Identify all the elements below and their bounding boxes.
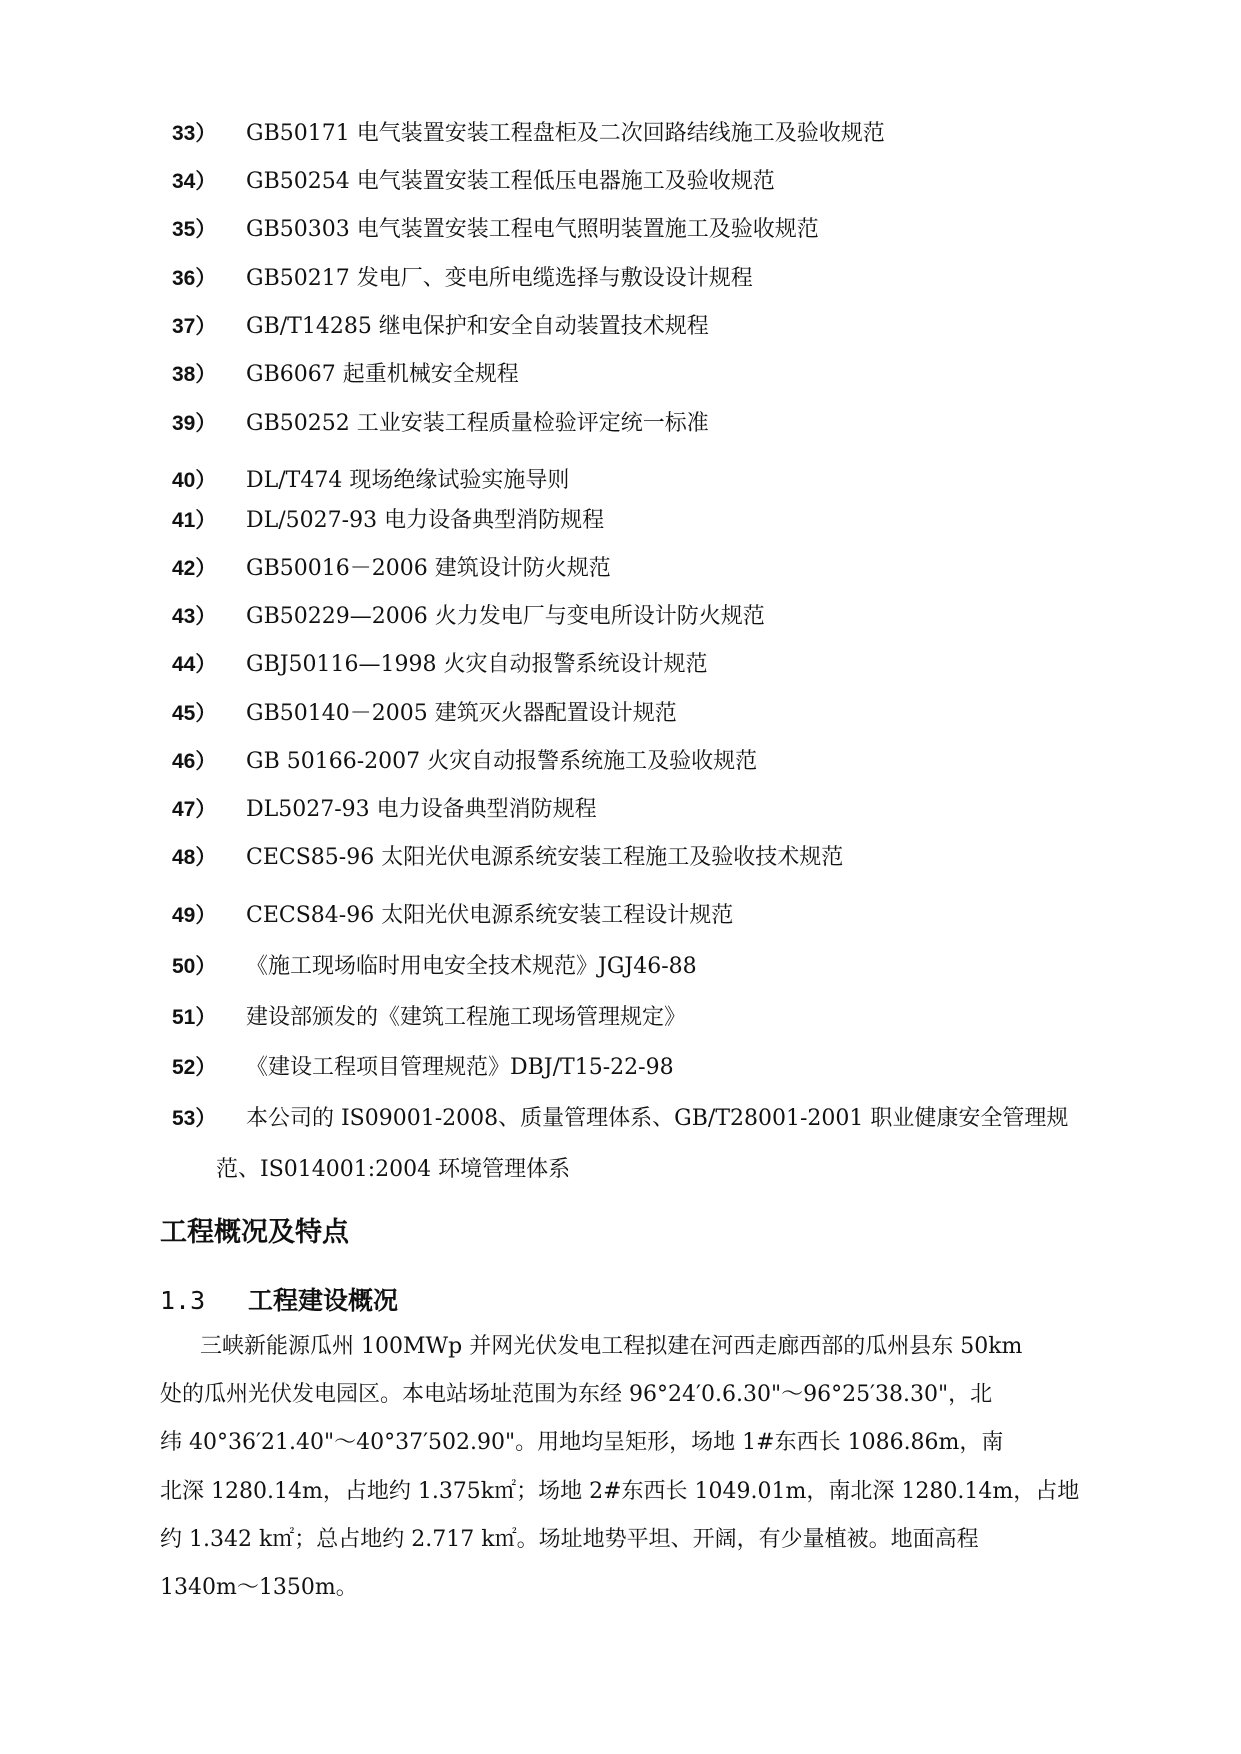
reference-number: 34） [172,170,217,193]
reference-text: DL5027-93 电力设备典型消防规程 [246,797,597,822]
paragraph-line: 三峡新能源瓜州 100MWp 并网光伏发电工程拟建在河西走廊西部的瓜州县东 50km [200,1334,1023,1359]
section-heading: 工程概况及特点 [160,1217,349,1248]
paragraph-line: 纬 40°36′21.40"～40°37′502.90"。用地均呈矩形，场地 1#东西长 1086.86m，南 [160,1430,1004,1455]
reference-continuation: 范、IS014001:2004 环境管理体系 [216,1157,571,1182]
reference-text: GB50217 发电厂、变电所电缆选择与敷设设计规程 [246,266,753,291]
reference-number: 41） [172,509,217,532]
reference-number: 46） [172,750,217,773]
paragraph-line: 处的瓜州光伏发电园区。本电站场址范围为东经 96°24′0.6.30"～96°25′38.30"，北 [160,1382,993,1407]
reference-number: 48） [172,846,217,869]
reference-text: GB50016－2006 建筑设计防火规范 [246,556,611,581]
reference-number: 50） [172,955,217,978]
reference-number: 51） [172,1006,217,1029]
reference-text: GB50229—2006 火力发电厂与变电所设计防火规范 [246,604,765,629]
reference-number: 42） [172,557,217,580]
reference-text: GB50303 电气装置安装工程电气照明装置施工及验收规范 [246,217,819,242]
reference-text: 《建设工程项目管理规范》DBJ/T15-22-98 [246,1055,674,1080]
reference-text: GBJ50116—1998 火灾自动报警系统设计规范 [246,652,708,677]
reference-number: 47） [172,798,217,821]
reference-number: 38） [172,363,217,386]
reference-number: 33） [172,122,217,145]
reference-number: 45） [172,702,217,725]
paragraph-line: 1340m～1350m。 [160,1575,358,1600]
reference-text: 本公司的 IS09001-2008、质量管理体系、GB/T28001-2001 职业健康安全管理规 [246,1106,1069,1131]
reference-number: 35） [172,218,217,241]
reference-text: 建设部颁发的《建筑工程施工现场管理规定》 [246,1005,687,1030]
reference-number: 40） [172,469,217,492]
paragraph-line: 约 1.342 k㎡；总占地约 2.717 k㎡。场址地势平坦、开阔，有少量植被。地面高程 [160,1527,979,1552]
reference-text: DL/T474 现场绝缘试验实施导则 [246,468,570,493]
reference-text: GB6067 起重机械安全规程 [246,362,519,387]
subsection-number: 1.3 [160,1286,206,1315]
reference-text: CECS85-96 太阳光伏电源系统安装工程施工及验收技术规范 [246,845,844,870]
reference-text: DL/5027-93 电力设备典型消防规程 [246,508,605,533]
reference-number: 49） [172,904,217,927]
paragraph-line: 北深 1280.14m，占地约 1.375k㎡；场地 2#东西长 1049.01m，南北深 1280.14m，占地 [160,1479,1080,1504]
reference-text: GB50140－2005 建筑灭火器配置设计规范 [246,701,677,726]
reference-number: 37） [172,315,217,338]
reference-text: GB/T14285 继电保护和安全自动装置技术规程 [246,314,709,339]
reference-number: 36） [172,267,217,290]
reference-number: 53） [172,1107,217,1130]
reference-text: CECS84-96 太阳光伏电源系统安装工程设计规范 [246,903,734,928]
reference-number: 43） [172,605,217,628]
subsection-title: 工程建设概况 [248,1286,399,1315]
reference-text: GB 50166-2007 火灾自动报警系统施工及验收规范 [246,749,758,774]
reference-text: GB50252 工业安装工程质量检验评定统一标准 [246,411,709,436]
reference-number: 44） [172,653,217,676]
reference-text: GB50171 电气装置安装工程盘柜及二次回路结线施工及验收规范 [246,121,885,146]
reference-number: 52） [172,1056,217,1079]
reference-number: 39） [172,412,217,435]
subsection-heading [160,1281,398,1321]
reference-text: GB50254 电气装置安装工程低压电器施工及验收规范 [246,169,775,194]
reference-text: 《施工现场临时用电安全技术规范》JGJ46-88 [246,954,697,979]
